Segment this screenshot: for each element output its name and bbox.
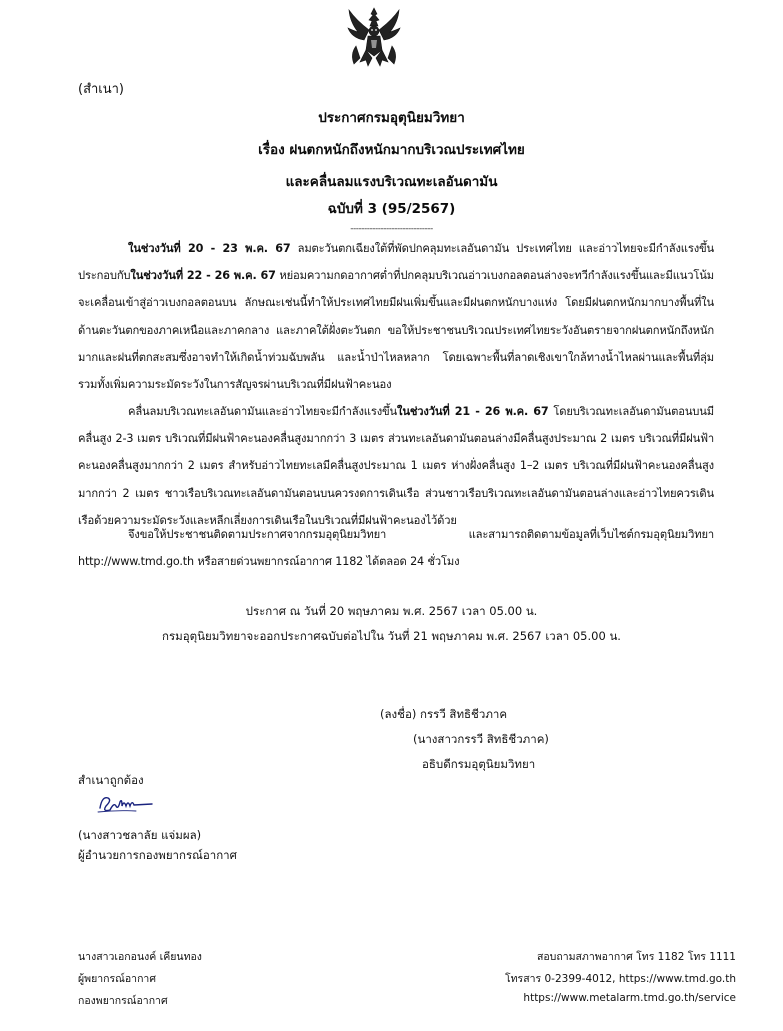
issue-number: ฉบับที่ 3 (95/2567) [327,201,456,217]
footer-forecaster-title: ผู้พยากรณ์อากาศ [78,973,156,985]
footer-service-link[interactable]: https://www.metalarm.tmd.go.th/service [523,992,736,1004]
subject-line-2: และคลื่นลมแรงบริเวณทะเลอันดามัน [285,174,498,190]
next-announce-date: กรมอุตุนิยมวิทยาจะออกประกาศฉบับต่อไปใน วันที่ 21 พฤษภาคม พ.ศ. 2567 เวลา 05.00 น. [162,629,621,643]
title-separator: ------------------------------ [350,224,433,234]
announcement-title: ประกาศกรมอุตุนิยมวิทยา [318,110,465,126]
rain-text-1: ลมตะวันตกเฉียงใต้ที่พัดปกคลุมทะเลอันดามัน ประเทศไทย และอ่าวไทยจะมีกำลังแรงขึ้น ประกอบกับ [78,242,715,283]
signatory-position: อธิบดีกรมอุตุนิยมวิทยา [422,757,536,771]
certifier-name: (นางสาวชลาลัย แจ่มผล) [78,828,202,842]
handwritten-signature-icon [96,790,156,816]
footer-hotline: สอบถามสภาพอากาศ โทร 1182 โทร 1111 [536,951,736,963]
paragraph-contact: จึงขอให้ประชาชนติดตามประกาศจากกรมอุตุนิยมวิทยา และสามารถติดตามข้อมูลที่เว็บไซต์กรมอุตุนิยมวิทยา http://www.tmd.go.th หรือสายด่วนพยากรณ์อากาศ 1182 ได้ตลอด 24 ชั่วโมง [78,528,714,569]
footer-division: กองพยากรณ์อากาศ [78,995,168,1007]
wave-text-2: โดยบริเวณทะเลอันดามันตอนบนมีคลื่นสูง 2-3 เมตร บริเวณที่มีฝนฟ้าคะนองคลื่นสูงมากกว่า 3 เมตร ส่วนทะเลอันดามันตอนล่างมีคลื่นสูงประมาณ 2 เมตร บริเวณที่มีฝนฟ้าคะนองคลื่นสูงมากกว่า 2 เมตร สำหรับอ่าวไทยทะเลมีคลื่นสูงประมาณ 1 เมตร ห่างฝั่งคลื่นสูง 1–2 เมตร บริเวณที่มีฝนฟ้าคะนองคลื่นสูงมากกว่า 2 เมตร ชาวเรือบริเวณทะเลอันดามันตอนบนควรงดการเดินเรือ ส่วนชาวเรือบริเวณทะเลอันดามันตอนล่างและอ่าวไทยควรเดินเรือด้วยความระมัดระวังและหลีกเลี่ยงการเดินเรือในบริเวณที่มีฝนฟ้าคะนองไว้ด้วย [78,405,714,527]
subject-line-1: เรื่อง ฝนตกหนักถึงหนักมากบริเวณประเทศไทย [258,142,525,158]
copy-label: (สำเนา) [78,82,125,97]
paragraph-wave-warning [78,398,714,534]
paragraph-rain-warning [78,235,714,398]
date-range-2: ในช่วงวันที่ 22 - 26 พ.ค. 67 [130,269,276,283]
date-range-3: ในช่วงวันที่ 21 - 26 พ.ค. 67 [397,405,549,418]
footer-fax-website: โทรสาร 0-2399-4012, https://www.tmd.go.th [505,973,736,985]
date-range-1: ในช่วงวันที่ 20 - 23 พ.ค. 67 [128,242,291,255]
announce-date: ประกาศ ณ วันที่ 20 พฤษภาคม พ.ศ. 2567 เวลา 05.00 น. [245,604,538,618]
garuda-emblem-icon [346,6,402,68]
rain-text-2: หย่อมความกดอากาศต่ำที่ปกคลุมบริเวณอ่าวเบงกอลตอนล่างจะทวีกำลังแรงขึ้นและมีแนวโน้มจะเคลื่อนเข้าสู่อ่าวเบงกอลตอนบน ลักษณะเช่นนี้ทำให้ประเทศไทยมีฝนเพิ่มขึ้นและมีฝนตกหนักบางแห่ง โดยมีฝนตกหนักมากบางพื้นที่ในด้านตะวันตกของภาคเหนือและภาคกลาง และภาคใต้ฝั่งตะวันตก ขอให้ประชาชนบริเวณประเทศไทยระวังอันตรายจากฝนตกหนักถึงหนักมากและฝนที่ตกสะสมซึ่งอาจทำให้เกิดน้ำท่วมฉับพลัน และน้ำป่าไหลหลาก โดยเฉพาะพื้นที่ลาดเชิงเขาใกล้ทางน้ำไหลผ่านและพื้นที่ลุ่ม รวมทั้งเพิ่มความระมัดระวังในการสัญจรผ่านบริเวณที่มีฝนฟ้าคะนอง [78,269,714,392]
wave-text-1: คลื่นลมบริเวณทะเลอันดามันและอ่าวไทยจะมีกำลังแรงขึ้น [128,405,398,418]
certifier-position: ผู้อำนวยการกองพยากรณ์อากาศ [78,848,237,862]
footer-forecaster-name: นางสาวเอกอนงค์ เคียนทอง [78,951,202,963]
signatory-name: (นางสาวกรรวี สิทธิชีวภาค) [413,732,549,746]
certified-copy-label: สำเนาถูกต้อง [78,773,144,787]
signed-line: (ลงชื่อ) กรรวี สิทธิชีวภาค [380,707,508,721]
